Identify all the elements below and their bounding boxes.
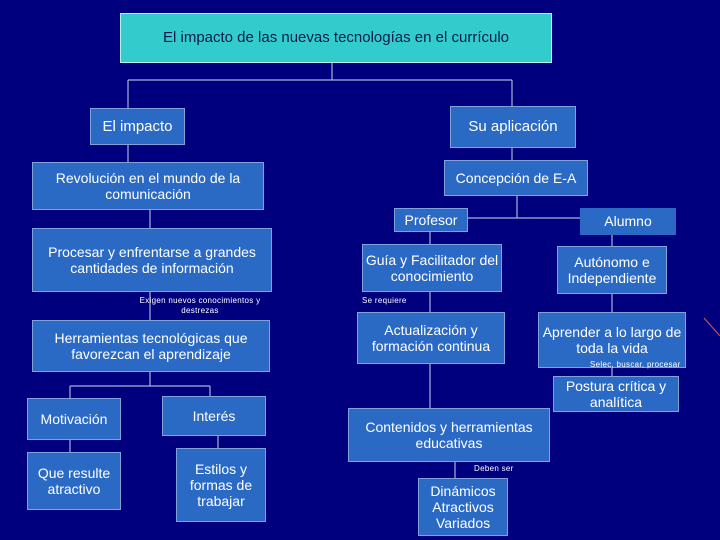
actualizacion-label: Actualización y formación continua	[371, 321, 491, 354]
revolucion-label: Revolución en el mundo de la comunicación	[55, 169, 241, 202]
atractivos-label: Atractivos	[432, 498, 494, 515]
diagram-title	[120, 13, 552, 63]
motivacion-label: Motivación	[40, 410, 108, 427]
estilos-node	[176, 448, 266, 522]
diagram-title-text: El impacto de las nuevas tecnologías en el currículo	[162, 28, 510, 46]
motivacion-node	[27, 398, 121, 440]
que-resulte-node	[27, 452, 121, 510]
dinamicos-label: Dinámicos	[430, 482, 496, 499]
exigen-note	[138, 296, 262, 315]
se-requiere-label: Se requiere	[362, 296, 407, 305]
postura-node	[553, 376, 679, 412]
alumno-label: Alumno	[604, 213, 652, 230]
herramientas-node	[32, 320, 270, 372]
postura-label: Postura crítica y analítica	[565, 377, 667, 410]
dinamicos-node	[418, 478, 508, 536]
selec-note	[590, 360, 681, 370]
profesor-label: Profesor	[404, 211, 458, 228]
impacto-node	[90, 108, 185, 145]
concepcion-label: Concepción de E-A	[455, 169, 577, 186]
procesar-node	[32, 228, 272, 292]
aplicacion-label: Su aplicación	[468, 118, 558, 136]
que-resulte-label: Que resulte atractivo	[37, 464, 111, 497]
aprender-label: Aprender a lo largo de toda la vida	[542, 323, 682, 356]
se-requiere-note	[362, 296, 407, 306]
guia-label: Guía y Facilitador del conocimiento	[365, 251, 499, 284]
contenidos-node	[348, 408, 550, 462]
revolucion-node	[32, 162, 264, 210]
exigen-label: Exigen nuevos conocimientos y destrezas	[139, 296, 261, 315]
estilos-label: Estilos y formas de trabajar	[189, 460, 253, 510]
profesor-node	[394, 208, 468, 232]
aplicacion-node	[450, 106, 576, 148]
contenidos-label: Contenidos y herramientas educativas	[365, 418, 533, 451]
interes-label: Interés	[192, 407, 236, 424]
guia-node	[362, 244, 502, 292]
alumno-node	[580, 208, 676, 235]
selec-label: Selec, buscar, procesar	[590, 360, 681, 369]
impacto-label: El impacto	[102, 117, 173, 135]
autonomo-label: Autónomo e Independiente	[567, 253, 657, 286]
autonomo-node	[557, 246, 667, 294]
herramientas-label: Herramientas tecnológicas que favorezcan el aprendizaje	[54, 329, 248, 362]
deben-ser-label: Deben ser	[474, 464, 514, 473]
procesar-label: Procesar y enfrentarse a grandes cantidades de información	[48, 243, 256, 276]
deben-ser-note	[474, 464, 514, 474]
concepcion-node	[444, 160, 588, 196]
actualizacion-node	[357, 312, 505, 364]
interes-node	[162, 396, 266, 436]
variados-label: Variados	[435, 515, 491, 532]
